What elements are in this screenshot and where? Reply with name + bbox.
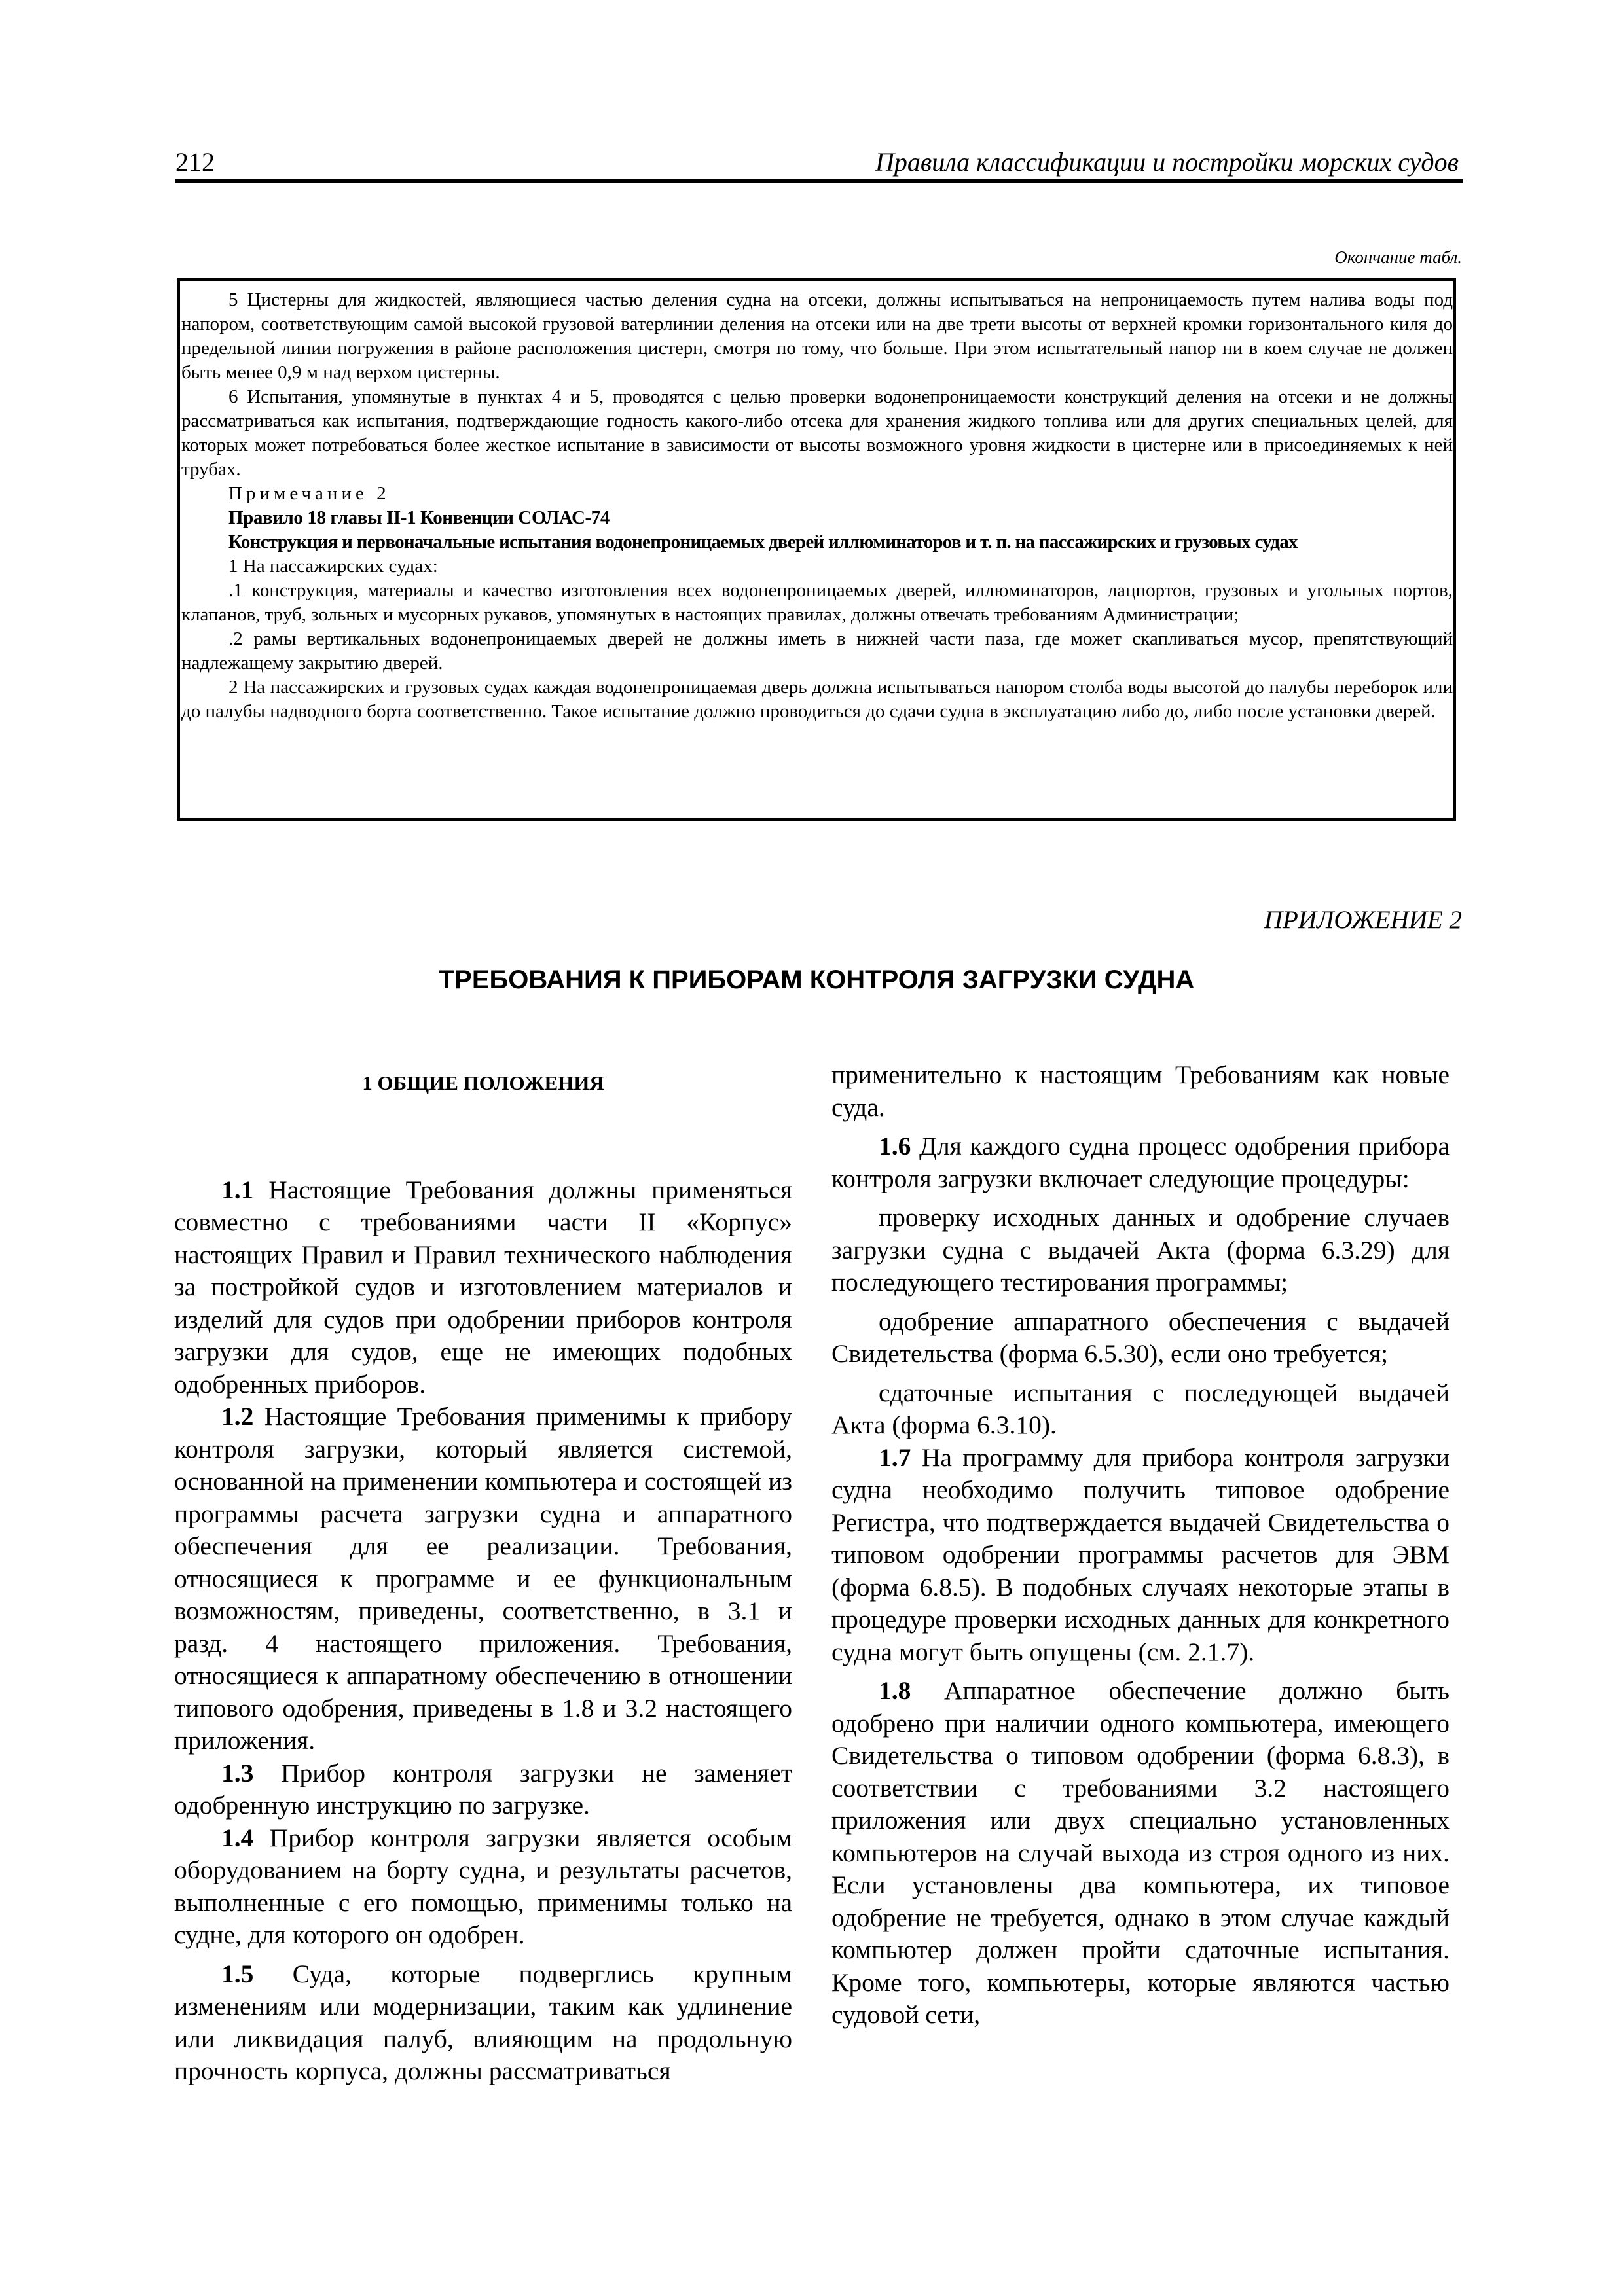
note-label: Примечание 2 (228, 483, 390, 504)
paragraph-1-5-continued: применительно к настоящим Требованиям как новые суда. (831, 1060, 1450, 1122)
paragraph-1-6 (831, 1130, 1450, 1195)
paragraph-5: 5 Цистерны для жидкостей, являющиеся частью деления судна на отсеки, должны испытываться на непроницаемость путем налива воды под напором, соответствующим самой высокой грузовой ватерлинии деления на отсеки или на две трети высоты от верхней кромки горизонтального киля до предельной линии погружения в районе расположения цистерн, смотря по тому, что больше. При этом испытательный напор ни в коем случае не должен быть менее 0,9 м над верхом цистерны. (181, 289, 1453, 383)
table-end-box (177, 278, 1456, 821)
section-heading: 1 ОБЩИЕ ПОЛОЖЕНИЯ (362, 1071, 604, 1094)
paragraph-1-8 (831, 1675, 1450, 2032)
appendix-label: ПРИЛОЖЕНИЕ 2 (1264, 906, 1462, 934)
item-1: 1 На пассажирских судах: (228, 556, 438, 577)
paragraph-number: 1.1 (221, 1175, 254, 1204)
paragraph-text: Настоящие Требования применимы к прибору контроля загрузки, который является системой, основанной на применении компьютера и состоящей из программы расчета загрузки судна и аппаратного обеспечения для ее реализации. Требования, относящиеся к программе и ее функциональным возможностям, приведены, соответственно, в 3.1 и разд. 4 настоящего приложения. Требования, относящиеся к аппаратному обеспечению в отношении типового одобрения, приведены в 1.8 и 3.2 настоящего приложения. (174, 1402, 792, 1755)
paragraph-number: 1.7 (879, 1443, 911, 1472)
appendix-title: ТРЕБОВАНИЯ К ПРИБОРАМ КОНТРОЛЯ ЗАГРУЗКИ СУДНА (438, 965, 1195, 994)
right-column (831, 1059, 1450, 2032)
left-column (174, 1059, 792, 2088)
paragraph-1-2 (174, 1401, 792, 1757)
paragraph-text: На программу для прибора контроля загрузки судна необходимо получить типовое одобрение Регистра, что подтверждается выдачей Свидетельства о типовом одобрении программы расчетов для ЭВМ (форма 6.8.5). В подобных случаях некоторые этапы в процедуре проверки исходных данных для конкретного судна могут быть опущены (см. 2.1.7). (831, 1443, 1450, 1666)
paragraph-number: 1.3 (221, 1758, 254, 1787)
paragraph-number: 1.4 (221, 1823, 254, 1852)
paragraph-text: Для каждого судна процесс одобрения прибора контроля загрузки включает следующие процедуры: (831, 1132, 1450, 1193)
item-2: 2 На пассажирских и грузовых судах каждая водонепроницаемая дверь должна испытываться напором столба воды высотой до палубы переборок или до палубы надводного борта соответственно. Такое испытание должно проводиться до сдачи судна в эксплуатацию либо до, либо после установки дверей. (181, 677, 1453, 722)
paragraph-number: 1.2 (221, 1402, 254, 1431)
rule-subheading: Конструкция и первоначальные испытания водонепроницаемых дверей иллюминаторов и т. п. на пассажирских и грузовых судах (228, 531, 1298, 552)
procedure-item-2: одобрение аппаратного обеспечения с выдачей Свидетельства (форма 6.5.30), если оно требуется; (831, 1306, 1450, 1368)
paragraph-1-3 (174, 1757, 792, 1822)
paragraph-number: 1.5 (221, 1959, 254, 1988)
procedure-item-1: проверку исходных данных и одобрение случаев загрузки судна с выдачей Акта (форма 6.3.29) для последующего тестирования программы; (831, 1203, 1450, 1297)
paragraph-1-1 (174, 1174, 792, 1401)
paragraph-number: 1.8 (879, 1676, 911, 1705)
procedure-item-3: сдаточные испытания с последующей выдачей Акта (форма 6.3.10). (831, 1378, 1450, 1439)
running-title: Правила классификации и постройки морских судов (875, 147, 1459, 177)
paragraph-6: 6 Испытания, упомянутые в пунктах 4 и 5, проводятся с целью проверки водонепроницаемости конструкций деления на отсеки и не должны рассматриваться как испытания, подтверждающие годность какого-либо отсека для хранения жидкого топлива или для других специальных целей, для которых может потребоваться более жесткое испытание в зависимости от высоты возможного уровня жидкости в цистерне или в присоединяемых к ней трубах. (181, 386, 1453, 480)
paragraph-text: Настоящие Требования должны применяться совместно с требованиями части II «Корпус» настоящих Правил и Правил технического наблюдения за постройкой судов и изготовлением материалов и изделий для судов при одобрении приборов контроля загрузки для судов, еще не имеющих подобных одобренных приборов. (174, 1175, 792, 1399)
paragraph-text: Суда, которые подверглись крупным изменениям или модернизации, таким как удлинение или ликвидация палуб, влияющим на продольную прочность корпуса, должны рассматриваться (174, 1959, 792, 2085)
paragraph-text: Прибор контроля загрузки является особым оборудованием на борту судна, и результаты расчетов, выполненные с его помощью, применимы только на судне, для которого он одобрен. (174, 1823, 792, 1949)
item-1-2: .2 рамы вертикальных водонепроницаемых дверей не должны иметь в нижней части паза, где может скапливаться мусор, препятствующий надлежащему закрытию дверей. (181, 628, 1453, 673)
item-1-1: .1 конструкция, материалы и качество изготовления всех водонепроницаемых дверей, иллюминаторов, лацпортов, грузовых и угольных портов, клапанов, труб, зольных и мусорных рукавов, упомянутых в настоящих правилах, должны отвечать требованиям Администрации; (181, 580, 1453, 625)
page-number: 212 (175, 147, 215, 177)
rule-heading: Правило 18 главы II-1 Конвенции СОЛАС-74 (228, 507, 610, 528)
paragraph-text: Прибор контроля загрузки не заменяет одобренную инструкцию по загрузке. (174, 1758, 792, 1820)
paragraph-1-7 (831, 1442, 1450, 1669)
paragraph-1-4 (174, 1822, 792, 1952)
paragraph-text: Аппаратное обеспечение должно быть одобрено при наличии одного компьютера, имеющего Свидетельства о типовом одобрении (форма 6.8.3), в соответствии с требованиями 3.2 настоящего приложения или двух специально установленных компьютеров на случай выхода из строя одного из них. Если установлены два компьютера, их типовое одобрение не требуется, однако в этом случае каждый компьютер должен пройти сдаточные испытания. Кроме того, компьютеры, которые являются частью судовой сети, (831, 1676, 1450, 2029)
paragraph-1-5 (174, 1958, 792, 2088)
table-caption: Окончание табл. (1334, 247, 1462, 267)
paragraph-number: 1.6 (879, 1132, 911, 1160)
page-header (175, 145, 1463, 183)
